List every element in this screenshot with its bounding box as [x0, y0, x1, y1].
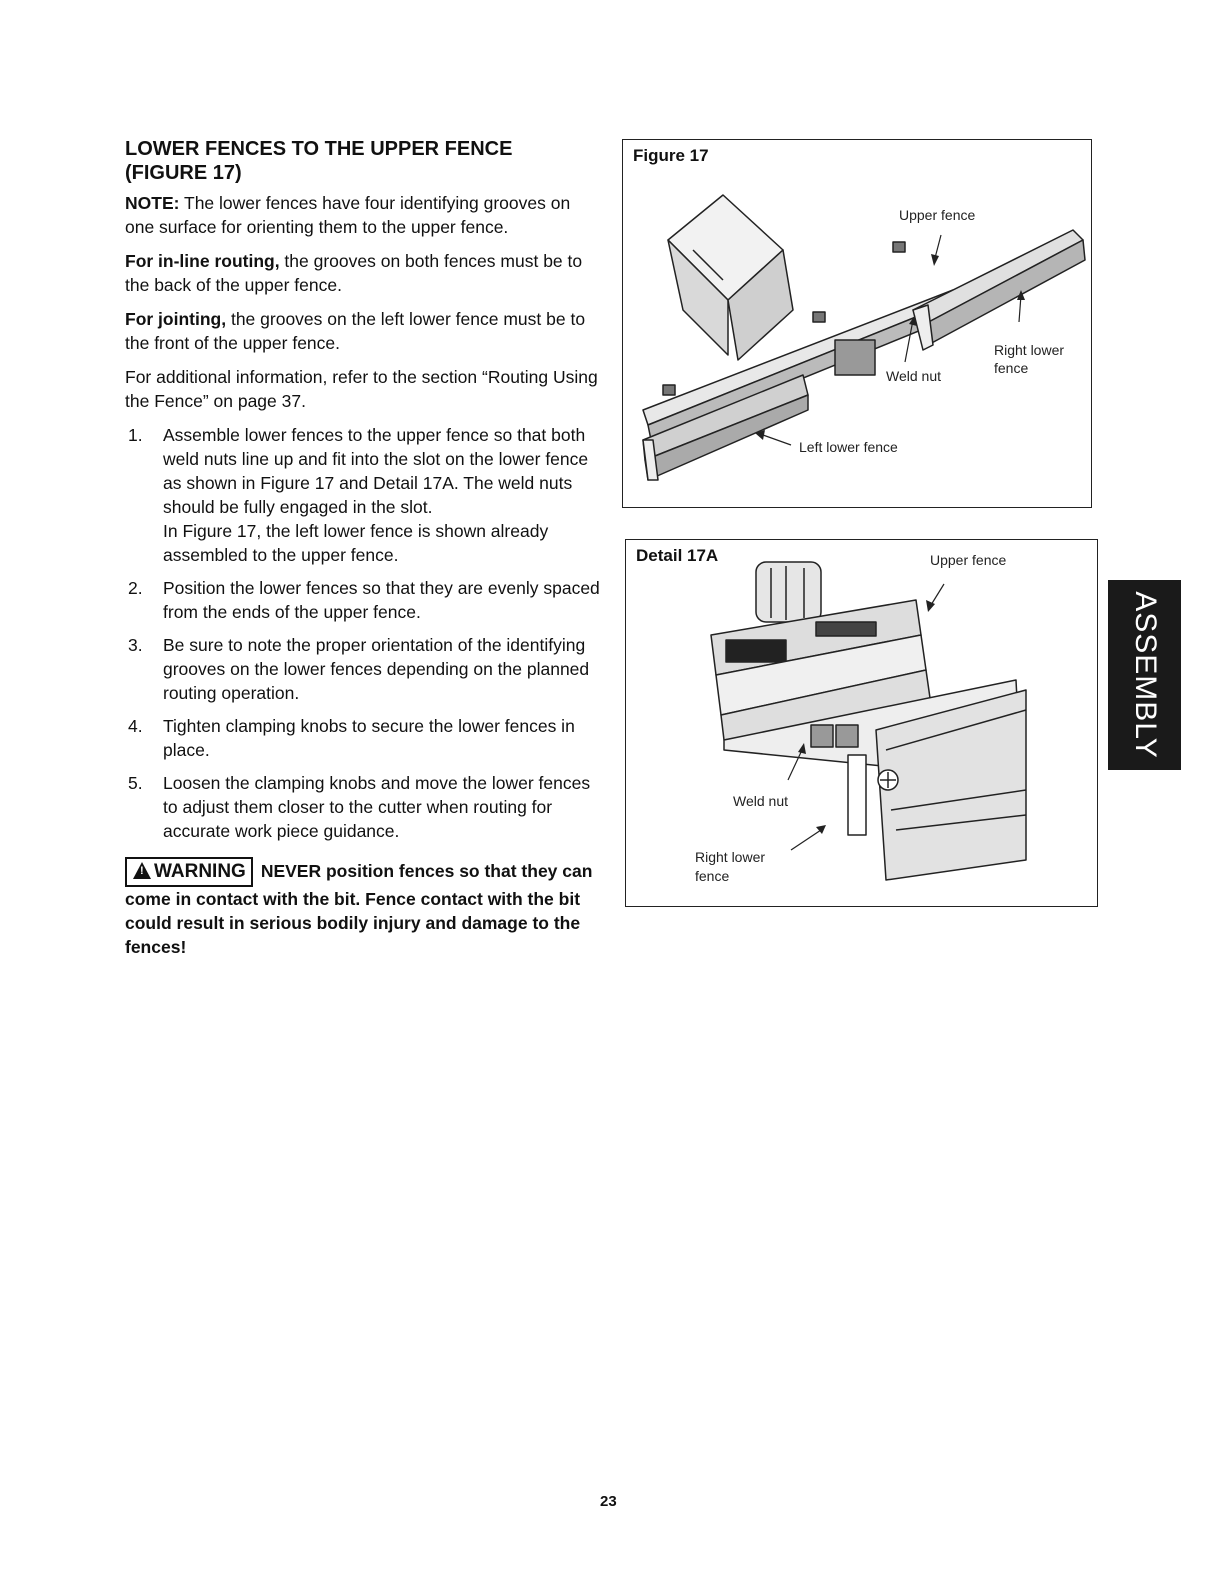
- steps-list: [125, 423, 603, 843]
- inline-routing-text: the grooves on both fences must be to the back of the upper fence.: [125, 251, 583, 295]
- step-text: Tighten clamping knobs to secure the lower fences in place.: [163, 716, 575, 760]
- additional-info-paragraph: For additional information, refer to the section “Routing Using the Fence” on page 37.: [125, 367, 598, 411]
- figure-17: [622, 139, 1092, 508]
- note-text: The lower fences have four identifying grooves on one surface for orienting them to the upper fence.: [125, 193, 571, 237]
- heading-line-2: (FIGURE 17): [125, 162, 242, 184]
- section-side-tab: [1108, 580, 1181, 770]
- instruction-column: [125, 137, 603, 959]
- warning-block: [125, 857, 603, 959]
- step-text: Position the lower fences so that they are evenly spaced from the ends of the upper fence.: [163, 578, 600, 622]
- label-weld-nut: Weld nut: [886, 368, 941, 384]
- detail-17a: [625, 539, 1098, 907]
- warning-text: NEVER position fences so that they can come in contact with the bit. Fence contact with the bit could result in serious bodily injury and damage to the fences!: [125, 861, 593, 957]
- step-number: 1.: [128, 425, 143, 445]
- jointing-paragraph: [125, 307, 603, 355]
- inline-routing-label: For in-line routing,: [125, 251, 280, 271]
- jointing-text: the grooves on the left lower fence must be to the front of the upper fence.: [125, 309, 586, 353]
- list-item: [125, 771, 603, 843]
- side-tab-label: ASSEMBLY: [1128, 591, 1162, 759]
- list-item: [125, 576, 603, 624]
- warning-badge: [125, 857, 253, 887]
- section-heading: [125, 137, 603, 185]
- note-paragraph: [125, 191, 603, 239]
- step-text: Be sure to note the proper orientation of the identifying grooves on the lower fences depending on the planned routing operation.: [163, 635, 590, 703]
- label-right-lower-fence-2: fence: [695, 868, 730, 884]
- step-number: 5.: [128, 773, 143, 793]
- warning-triangle-icon: !: [133, 862, 151, 879]
- list-item: [125, 633, 603, 705]
- label-left-lower-fence: Left lower fence: [799, 439, 898, 455]
- label-upper-fence: Upper fence: [930, 552, 1007, 568]
- label-right-lower-fence: Right lower: [994, 342, 1065, 358]
- label-right-lower-fence-2: fence: [994, 360, 1029, 376]
- label-right-lower-fence: Right lower: [695, 849, 766, 865]
- step-number: 2.: [128, 578, 143, 598]
- label-upper-fence: Upper fence: [899, 207, 976, 223]
- jointing-label: For jointing,: [125, 309, 227, 329]
- list-item: [125, 423, 603, 567]
- figure-title: Figure 17: [633, 146, 709, 165]
- step-extra-text: In Figure 17, the left lower fence is shown already assembled to the upper fence.: [163, 521, 549, 565]
- inline-routing-paragraph: [125, 249, 603, 297]
- list-item: [125, 714, 603, 762]
- step-text: Assemble lower fences to the upper fence so that both weld nuts line up and fit into the slot on the lower fence as shown in Figure 17 and Detail 17A. The weld nuts should be fully engaged in the slot.: [163, 425, 589, 517]
- heading-line-1: LOWER FENCES TO THE UPPER FENCE: [125, 138, 513, 160]
- detail-title: Detail 17A: [636, 546, 719, 565]
- label-weld-nut: Weld nut: [733, 793, 788, 809]
- step-text: Loosen the clamping knobs and move the lower fences to adjust them closer to the cutter when routing for accurate work piece guidance.: [163, 773, 591, 841]
- page-number: 23: [600, 1493, 617, 1510]
- step-number: 3.: [128, 635, 143, 655]
- step-number: 4.: [128, 716, 143, 736]
- warning-badge-label: WARNING: [154, 861, 246, 882]
- note-label: NOTE:: [125, 193, 180, 213]
